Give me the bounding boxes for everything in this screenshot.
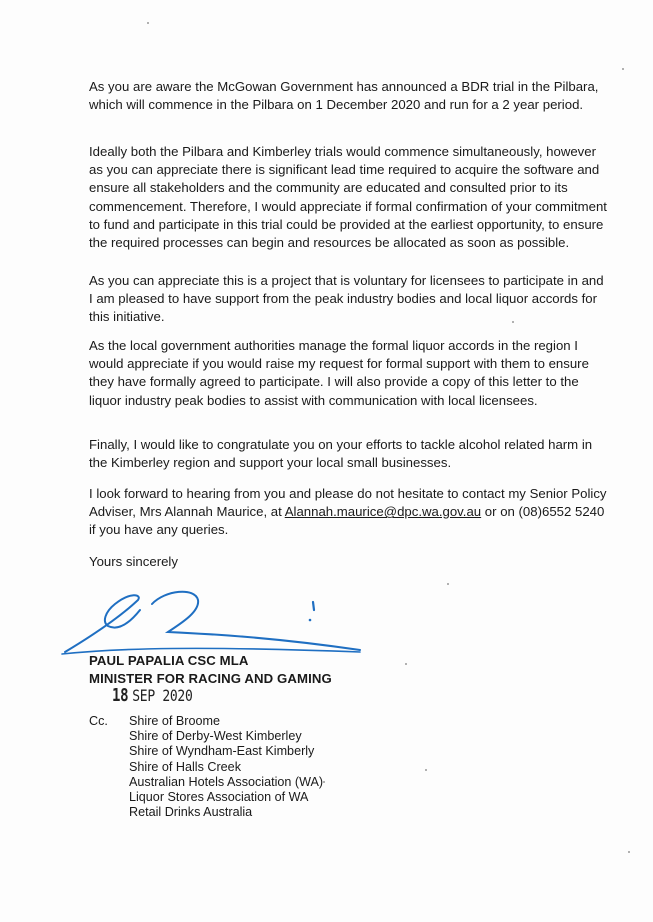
cc-recipient: Retail Drinks Australia — [129, 805, 253, 820]
handwritten-signature — [60, 582, 380, 662]
scan-speck — [628, 851, 630, 853]
contact-email-link[interactable]: Alannah.maurice@dpc.wa.gov.au — [284, 504, 482, 520]
cc-recipient: Shire of Halls Creek — [129, 759, 241, 774]
scan-speck — [447, 583, 449, 585]
cc-recipient: Shire of Derby-West Kimberley — [129, 729, 302, 744]
paragraph-bdr-pilbara-trial: As you are aware the McGowan Government has announced a BDR trial in the Pilbara, which will commence in the Pilbara on 1 December 2020 and run for a 2 year period. — [89, 79, 599, 113]
cc-label: Cc. — [89, 714, 108, 728]
date-stamp-day: 18 — [112, 686, 129, 706]
cc-recipient: Shire of Broome — [129, 714, 220, 728]
contact-text-before: I look forward to hearing from you and please do not hesitate to contact my Senior Policy Adviser, Mrs Alannah Maurice, at — [89, 486, 607, 520]
signatory-block — [89, 652, 332, 688]
contact-text-after: or on (08)6552 5240 if you have any queries. — [89, 504, 605, 538]
paragraph-congratulations: Finally, I would like to congratulate you on your efforts to tackle alcohol related harm in the Kimberley region and support your local small businesses. — [89, 437, 593, 471]
scan-speck — [323, 781, 325, 783]
scan-speck — [512, 321, 514, 323]
scan-speck — [425, 769, 427, 771]
cc-recipient-list — [129, 714, 323, 820]
paragraph-voluntary-project: As you can appreciate this is a project that is voluntary for licensees to participate in and I am pleased to have support from the peak industry bodies and local liquor accords for this initiative. — [89, 273, 604, 325]
closing-salutation: Yours sincerely — [89, 554, 178, 569]
cc-recipient: Shire of Wyndham-East Kimberly — [129, 744, 315, 759]
paragraph-simultaneous-trials: Ideally both the Pilbara and Kimberley trials would commence simultaneously, however as you can appreciate there is significant lead time required to acquire the software and ensure all stakeholders and the community are educated and consulted prior to its commencement. Therefore, I would appreciate if formal confirmation of your commitment to fund and participate in this trial could be provided at the earliest opportunity, to ensure the required processes can begin and resources be allocated as soon as possible. — [89, 144, 607, 251]
cc-recipient: Liquor Stores Association of WA — [129, 790, 309, 805]
date-stamp-month-year: SEP 2020 — [132, 687, 193, 706]
scan-speck — [622, 68, 624, 70]
signatory-title: MINISTER FOR RACING AND GAMING — [89, 671, 332, 686]
paragraph-contact — [89, 485, 609, 540]
cc-recipient: Australian Hotels Association (WA) — [129, 774, 324, 789]
date-stamp — [112, 686, 192, 706]
signatory-name: PAUL PAPALIA CSC MLA — [89, 653, 249, 668]
paragraph-liquor-accords: As the local government authorities manage the formal liquor accords in the region I would appreciate if you would raise my request for formal support with them to ensure they have formally agreed to participate. I will also provide a copy of this letter to the liquor industry peak bodies to assist with communication with local licensees. — [89, 338, 589, 408]
scan-speck — [405, 663, 407, 665]
scan-speck — [147, 22, 149, 24]
